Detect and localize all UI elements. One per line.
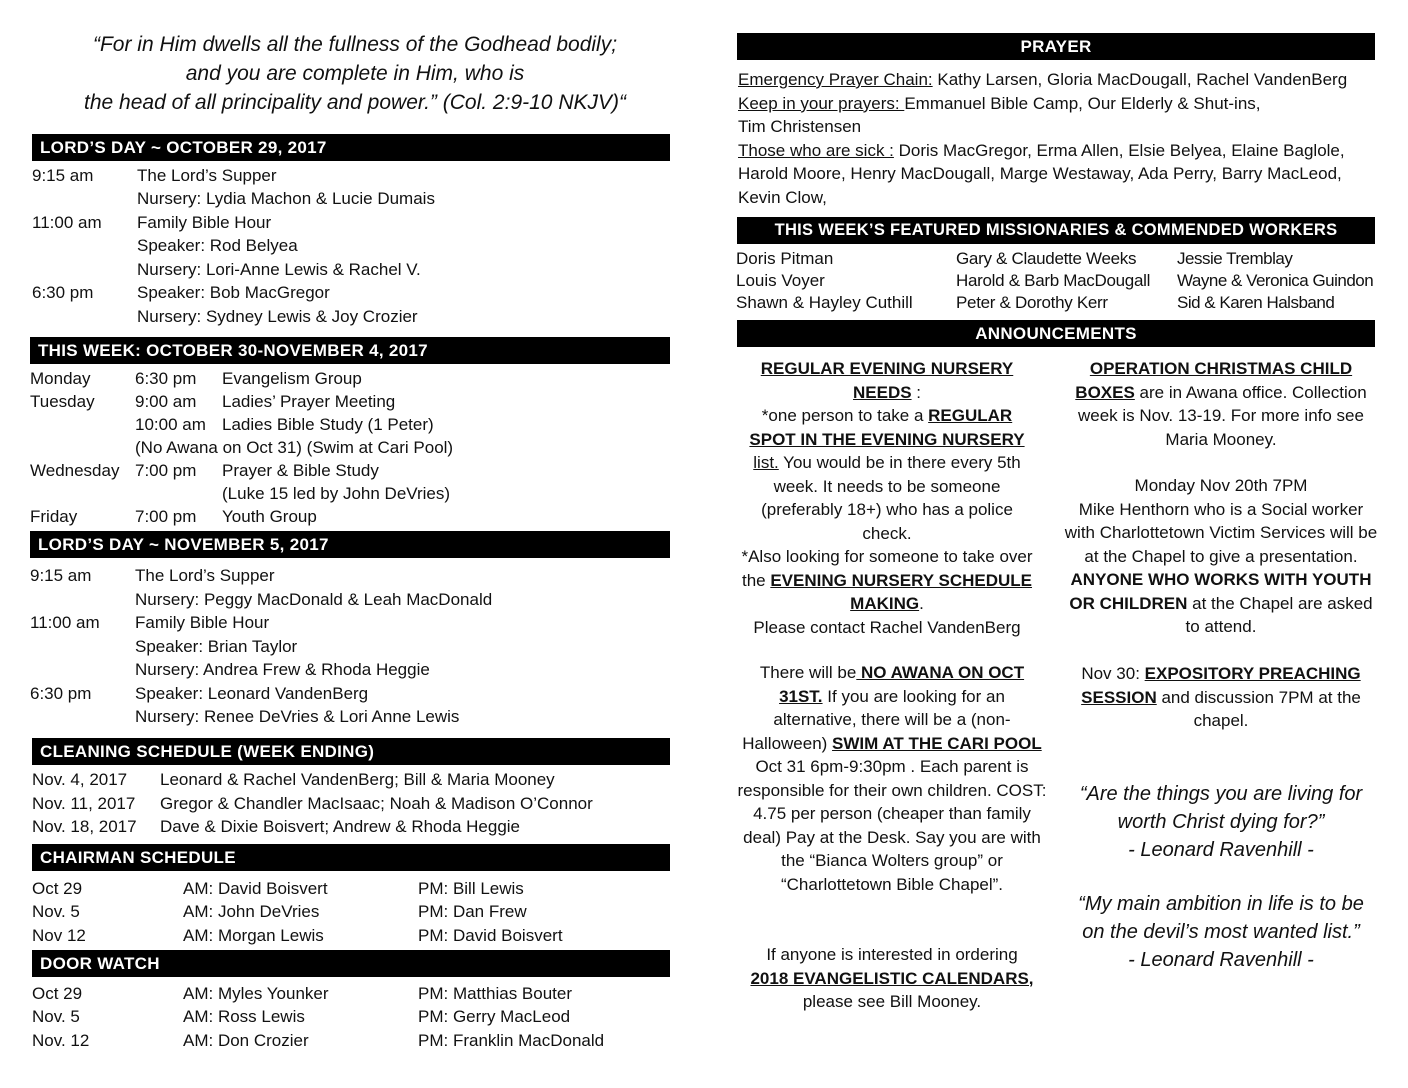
missionary-name: Sid & Karen Halsband: [1177, 293, 1335, 312]
nursery-text-2: You would be in there every 5th week. It needs to be someone (preferably 18+) who has a police check.: [761, 453, 1021, 543]
emergency-label: Emergency Prayer Chain:: [738, 70, 933, 89]
time: 11:00 am: [30, 613, 100, 632]
date: Nov. 11, 2017: [32, 794, 136, 813]
event: Nursery: Andrea Frew & Rhoda Heggie: [135, 660, 430, 679]
keep-in-prayers-line-2: Tim Christensen: [738, 117, 862, 137]
awana-swim: SWIM AT THE CARI POOL: [832, 733, 1042, 753]
calendars-contact: please see Bill Mooney.: [802, 992, 982, 1011]
quote-attribution: - Leonard Ravenhill -: [1128, 949, 1314, 971]
missionary-name: Louis Voyer: [736, 271, 825, 290]
day: Wednesday: [30, 461, 120, 480]
event: The Lord’s Supper: [135, 566, 275, 585]
pm: PM: Franklin MacDonald: [418, 1031, 605, 1050]
event: (Luke 15 led by John DeVries): [222, 484, 451, 503]
quote-line: “My main ambition in life is to be: [1078, 893, 1364, 915]
keep-label: Keep in your prayers:: [738, 93, 905, 113]
occ-title: OPERATION CHRISTMAS CHILD BOXES: [1075, 359, 1353, 402]
missionary-name: Jessie Tremblay: [1177, 249, 1293, 268]
nov30-title: EXPOSITORY PREACHING SESSION: [1081, 664, 1361, 707]
nursery-list: list.: [753, 453, 779, 472]
social-worker-text: Mike Henthorn who is a Social worker with Charlottetown Victim Services will be at the Chapel to give a presentation.: [1064, 499, 1378, 566]
event: Evangelism Group: [222, 369, 362, 388]
time: 6:30 pm: [135, 369, 197, 388]
names: Leonard & Rachel VandenBerg; Bill & Maria Mooney: [160, 770, 555, 789]
day: Friday: [30, 507, 78, 526]
am: AM: Morgan Lewis: [183, 926, 324, 945]
quote-line: worth Christ dying for?”: [1117, 811, 1325, 833]
announcement-calendars: [737, 943, 1047, 1014]
pm: PM: David Boisvert: [418, 926, 563, 945]
event: Speaker: Leonard VandenBerg: [135, 684, 369, 703]
pm: PM: Matthias Bouter: [418, 984, 573, 1003]
event: Speaker: Bob MacGregor: [137, 283, 330, 302]
event: The Lord’s Supper: [137, 166, 277, 185]
occ-text: are in Awana office. Collection week is Nov. 13-19. For more info see Maria Mooney.: [1078, 382, 1367, 449]
date: Nov. 4, 2017: [32, 770, 128, 789]
missionary-name: Shawn & Hayley Cuthill: [736, 293, 913, 312]
sick-line-2: Harold Moore, Henry MacDougall, Marge Westaway, Ada Perry, Barry MacLeod,: [738, 164, 1342, 184]
time: 6:30 pm: [32, 283, 94, 302]
time: 10:00 am: [135, 415, 206, 434]
am: AM: John DeVries: [183, 902, 320, 921]
time: 7:00 pm: [135, 461, 197, 480]
event: Family Bible Hour: [135, 613, 270, 632]
section-header-chairman: CHAIRMAN SCHEDULE: [32, 844, 670, 871]
section-header-lords-day-nov5: LORD’S DAY ~ NOVEMBER 5, 2017: [30, 531, 670, 558]
event: Speaker: Brian Taylor: [135, 637, 298, 656]
time: 7:00 pm: [135, 507, 197, 526]
announcement-operation-christmas-child: [1066, 357, 1376, 451]
nov30-text: and discussion 7PM at the chapel.: [1156, 687, 1361, 730]
event: Nursery: Lydia Machon & Lucie Dumais: [137, 189, 435, 208]
event: Nursery: Lori-Anne Lewis & Rachel V.: [137, 260, 421, 279]
announcement-social-worker: [1063, 474, 1379, 639]
pm: PM: Bill Lewis: [418, 879, 524, 898]
event: Speaker: Rod Belyea: [137, 236, 298, 255]
missionary-name: Peter & Dorothy Kerr: [956, 293, 1108, 312]
event: Ladies Bible Study (1 Peter): [222, 415, 434, 434]
sick-line: [738, 139, 1378, 163]
am: AM: Ross Lewis: [183, 1007, 305, 1026]
nursery-contact: Please contact Rachel VandenBerg: [753, 617, 1021, 637]
names: Gregor & Chandler MacIsaac; Noah & Madison O’Connor: [160, 794, 593, 813]
keep-names: Emmanuel Bible Camp, Our Elderly & Shut-ins,: [904, 93, 1261, 113]
awana-text-3: Oct 31 6pm-9:30pm . Each parent is responsible for their own children. COST: 4.75 per person (cheaper than family deal) Pay at the Desk. Say you are with the “Bianca Wolters group” or “Charlottetown Bible Chapel”.: [737, 757, 1047, 894]
event: Prayer & Bible Study: [222, 461, 379, 480]
awana-text-2: If you are looking for an alternative, there will be a (non-Halloween): [742, 686, 1011, 753]
date: Nov 12: [32, 926, 86, 945]
quote-line: the head of all principality and power.” (Col. 2:9-10 NKJV)“: [84, 91, 626, 114]
sick-line-3: Kevin Clow,: [738, 187, 827, 207]
keep-in-prayers-line: [738, 92, 1378, 116]
missionary-name: Harold & Barb MacDougall: [956, 271, 1151, 290]
nursery-title: REGULAR EVENING NURSERY NEEDS: [760, 359, 1014, 402]
quote-line: and you are complete in Him, who is: [185, 62, 525, 85]
quote-ravenhill-2: [1063, 890, 1379, 974]
nursery-colon: :: [911, 382, 922, 402]
event: Nursery: Peggy MacDonald & Leah MacDonald: [135, 590, 493, 609]
day: Tuesday: [30, 392, 95, 411]
section-header-announcements: ANNOUNCEMENTS: [737, 320, 1375, 347]
nursery-schedule-making: EVENING NURSERY SCHEDULE MAKING: [770, 570, 1033, 613]
missionary-name: Wayne & Veronica Guindon: [1177, 271, 1374, 290]
missionary-name: Doris Pitman: [736, 249, 834, 268]
am: AM: Myles Younker: [183, 984, 329, 1003]
date: Nov. 18, 2017: [32, 817, 137, 836]
nursery-text-3: *Also looking for someone to take over the: [741, 547, 1033, 590]
section-header-prayer: PRAYER: [737, 33, 1375, 60]
event: Youth Group: [222, 507, 317, 526]
pm: PM: Gerry MacLeod: [418, 1007, 571, 1026]
note: (No Awana on Oct 31) (Swim at Cari Pool): [135, 438, 454, 457]
section-header-lords-day-oct29: LORD’S DAY ~ OCTOBER 29, 2017: [32, 134, 670, 161]
names: Dave & Dixie Boisvert; Andrew & Rhoda Heggie: [160, 817, 521, 836]
header-quote: [30, 30, 680, 117]
date: Nov. 12: [32, 1031, 90, 1050]
emergency-names: Kathy Larsen, Gloria MacDougall, Rachel VandenBerg: [932, 70, 1348, 89]
event: Nursery: Renee DeVries & Lori Anne Lewis: [135, 707, 460, 726]
pm: PM: Dan Frew: [418, 902, 527, 921]
time: 6:30 pm: [30, 684, 92, 703]
date: Nov. 5: [32, 1007, 80, 1026]
emergency-prayer-line: [738, 68, 1378, 92]
event: Ladies’ Prayer Meeting: [222, 392, 396, 411]
quote-line: “For in Him dwells all the fullness of the Godhead bodily;: [92, 33, 618, 56]
awana-text: There will be: [759, 663, 857, 682]
date: Nov. 5: [32, 902, 80, 921]
event: Nursery: Sydney Lewis & Joy Crozier: [137, 307, 418, 326]
quote-ravenhill-1: [1063, 780, 1379, 864]
am: AM: Don Crozier: [183, 1031, 309, 1050]
quote-attribution: - Leonard Ravenhill -: [1128, 839, 1314, 861]
social-worker-emphasis: ANYONE WHO WORKS WITH YOUTH OR CHILDREN: [1069, 570, 1372, 613]
time: 11:00 am: [32, 213, 102, 232]
am: AM: David Boisvert: [183, 879, 328, 898]
social-worker-date: Monday Nov 20th 7PM: [1134, 476, 1308, 495]
prayer-list: [738, 68, 1378, 210]
section-header-door-watch: DOOR WATCH: [32, 950, 670, 977]
missionaries-col-1: [736, 248, 956, 314]
awana-no-awana: NO AWANA ON OCT 31ST.: [779, 663, 1025, 706]
nursery-period: .: [919, 594, 924, 613]
social-worker-text-2: at the Chapel are asked to attend.: [1185, 593, 1373, 636]
calendars-text: If anyone is interested in ordering: [766, 945, 1018, 964]
date: Oct 29: [32, 879, 83, 898]
calendars-title: 2018 EVANGELISTIC CALENDARS,: [750, 968, 1034, 988]
sick-label: Those who are sick :: [738, 140, 894, 160]
time: 9:15 am: [30, 566, 92, 585]
time: 9:00 am: [135, 392, 197, 411]
missionaries-col-3: [1177, 248, 1377, 314]
section-header-missionaries: THIS WEEK’S FEATURED MISSIONARIES & COMMENDED WORKERS: [737, 217, 1375, 244]
nov30-date: Nov 30:: [1081, 664, 1145, 683]
quote-line: on the devil’s most wanted list.”: [1082, 921, 1360, 943]
section-header-this-week: THIS WEEK: OCTOBER 30-NOVEMBER 4, 2017: [30, 337, 670, 364]
day: Monday: [30, 369, 91, 388]
nursery-regular-spot: REGULAR SPOT IN THE EVENING NURSERY: [749, 406, 1025, 449]
quote-line: “Are the things you are living for: [1079, 783, 1363, 805]
time: 9:15 am: [32, 166, 94, 185]
sick-names: Doris MacGregor, Erma Allen, Elsie Belyea, Elaine Baglole,: [893, 140, 1345, 160]
event: Family Bible Hour: [137, 213, 272, 232]
announcement-nursery: [737, 357, 1037, 639]
missionaries-col-2: [956, 248, 1176, 314]
section-header-cleaning: CLEANING SCHEDULE (WEEK ENDING): [32, 738, 670, 765]
missionary-name: Gary & Claudette Weeks: [956, 249, 1137, 268]
date: Oct 29: [32, 984, 83, 1003]
nursery-text: *one person to take a: [761, 406, 929, 425]
announcement-expository-preaching: [1066, 662, 1376, 733]
announcement-awana: [737, 661, 1047, 896]
